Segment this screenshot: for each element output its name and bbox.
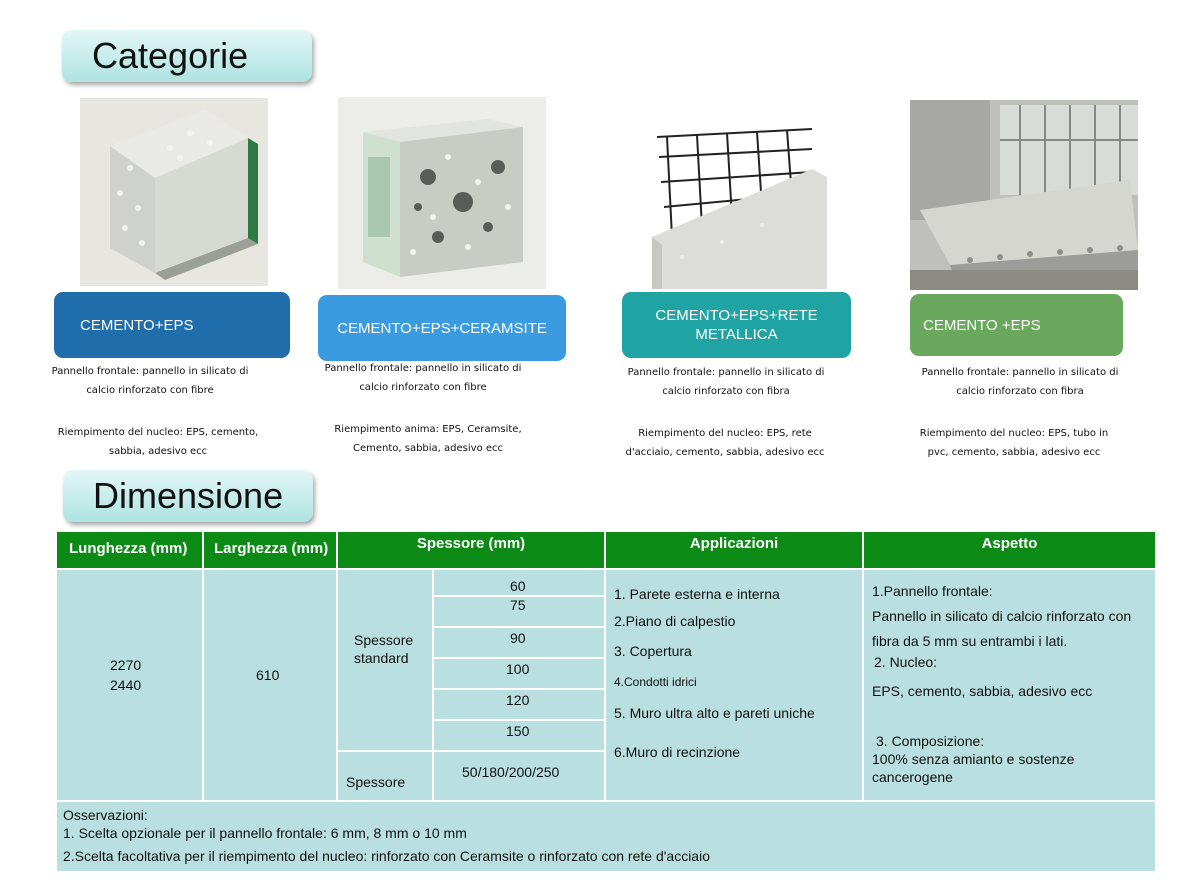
desc-line: sabbia, adesivo ecc bbox=[108, 446, 208, 457]
category-label-line: METALLICA bbox=[695, 326, 778, 343]
appearance-line: 3. Composizione: bbox=[876, 733, 985, 749]
appearance-line: fibra da 5 mm su entrambi i lati. bbox=[872, 633, 1068, 649]
desc-line: Pannello frontale: pannello in silicato di bbox=[51, 366, 249, 377]
application-item: 2.Piano di calpestio bbox=[614, 613, 736, 629]
appearance-line: Pannello in silicato di calcio rinforzato con bbox=[872, 608, 1132, 624]
desc-line: calcio rinforzato con fibra bbox=[662, 386, 790, 397]
desc-line: Riempimento del nucleo: EPS, rete bbox=[638, 428, 812, 439]
desc-line: Riempimento del nucleo: EPS, tubo in bbox=[919, 428, 1109, 439]
notes-line: 2.Scelta facoltativa per il riempimento del nucleo: rinforzato con Ceramsite o rinforzato con rete d'acciaio bbox=[63, 848, 710, 864]
thickness-row bbox=[434, 597, 604, 626]
desc-line: Riempimento del nucleo: EPS, cemento, bbox=[57, 427, 259, 438]
header-applications bbox=[606, 532, 862, 568]
notes-line: 1. Scelta opzionale per il pannello frontale: 6 mm, 8 mm o 10 mm bbox=[63, 825, 467, 841]
other-thickness-label-cell bbox=[338, 752, 432, 800]
thickness-row bbox=[434, 721, 604, 750]
desc-line: calcio rinforzato con fibre bbox=[359, 382, 487, 393]
category-4-core-desc bbox=[904, 424, 1124, 462]
other-thickness-value: 50/180/200/250 bbox=[462, 764, 560, 780]
standard-thickness-label-cell bbox=[338, 570, 432, 750]
desc-line: d'acciaio, cemento, sabbia, adesivo ecc bbox=[625, 447, 825, 458]
header-length bbox=[57, 532, 202, 568]
category-cemento-eps-label bbox=[54, 292, 290, 358]
header-width-text: Larghezza (mm) bbox=[214, 540, 329, 557]
standard-thickness-label: Spessore bbox=[354, 632, 414, 648]
thickness-value: 120 bbox=[506, 692, 530, 708]
application-item: 4.Condotti idrici bbox=[614, 675, 697, 689]
thickness-value: 100 bbox=[506, 661, 530, 677]
category-label-text: CEMENTO+EPS bbox=[80, 316, 194, 334]
cement-eps-panel-photo bbox=[80, 98, 268, 286]
other-thickness-value-cell bbox=[434, 752, 604, 800]
desc-line: Pannello frontale: pannello in silicato di bbox=[324, 363, 522, 374]
desc-line: Cemento, sabbia, adesivo ecc bbox=[352, 443, 504, 454]
desc-line: Pannello frontale: pannello in silicato di bbox=[921, 367, 1119, 378]
dimensions-title-text: Dimensione bbox=[93, 475, 284, 516]
category-cemento-eps-pvc-label bbox=[910, 294, 1123, 356]
notes-title: Osservazioni: bbox=[63, 807, 148, 823]
categories-section-title bbox=[62, 30, 312, 82]
wire-mesh-panel-photo bbox=[622, 127, 828, 289]
thickness-row bbox=[434, 659, 604, 688]
desc-line: Riempimento anima: EPS, Ceramsite, bbox=[334, 424, 522, 435]
header-appearance bbox=[864, 532, 1155, 568]
category-4-facing-desc bbox=[910, 363, 1130, 401]
notes-cell bbox=[57, 802, 1155, 871]
application-item: 1. Parete esterna e interna bbox=[614, 586, 780, 602]
width-value: 610 bbox=[256, 667, 280, 683]
category-1-facing-desc bbox=[40, 362, 260, 400]
categories-title-text: Categorie bbox=[92, 35, 249, 76]
header-thickness bbox=[338, 532, 604, 568]
dimensions-section-title bbox=[63, 470, 313, 522]
other-thickness-label: Spessore bbox=[346, 774, 406, 790]
thickness-row bbox=[434, 570, 604, 595]
appearance-line: 1.Pannello frontale: bbox=[872, 583, 993, 599]
length-value: 2440 bbox=[110, 677, 142, 693]
application-item: 3. Copertura bbox=[614, 643, 692, 659]
category-ceramsite-label bbox=[318, 295, 566, 361]
category-3-facing-desc bbox=[616, 363, 836, 401]
length-value: 2270 bbox=[110, 657, 142, 673]
application-item: 6.Muro di recinzione bbox=[614, 744, 741, 760]
application-item: 5. Muro ultra alto e pareti uniche bbox=[614, 705, 815, 721]
thickness-value: 90 bbox=[510, 630, 526, 646]
category-2-core-desc bbox=[318, 420, 538, 458]
category-3-core-desc bbox=[615, 424, 835, 462]
thickness-value: 75 bbox=[510, 597, 526, 613]
thickness-value: 150 bbox=[506, 723, 530, 739]
thickness-row bbox=[434, 690, 604, 719]
standard-thickness-label: standard bbox=[354, 650, 409, 666]
ceramsite-panel-photo bbox=[338, 97, 546, 289]
desc-line: Pannello frontale: pannello in silicato di bbox=[627, 367, 825, 378]
appearance-line: 2. Nucleo: bbox=[874, 654, 938, 670]
factory-panels-photo bbox=[910, 100, 1138, 290]
category-1-core-desc bbox=[48, 423, 268, 461]
category-rete-metallica-label bbox=[622, 292, 851, 358]
appearance-line: cancerogene bbox=[872, 769, 953, 785]
appearance-line: 100% senza amianto e sostenze bbox=[872, 751, 1075, 767]
category-label-text: CEMENTO +EPS bbox=[923, 316, 1041, 334]
header-width bbox=[204, 532, 336, 568]
category-label-text: CEMENTO+EPS+CERAMSITE bbox=[337, 319, 547, 337]
length-cell bbox=[57, 570, 202, 800]
thickness-value: 60 bbox=[510, 578, 526, 594]
desc-line: calcio rinforzato con fibra bbox=[956, 386, 1084, 397]
applications-cell bbox=[606, 570, 862, 800]
header-length-text: Lunghezza (mm) bbox=[69, 540, 188, 557]
appearance-cell bbox=[864, 570, 1155, 800]
thickness-row bbox=[434, 628, 604, 657]
desc-line: pvc, cemento, sabbia, adesivo ecc bbox=[927, 447, 1101, 458]
header-appearance-text: Aspetto bbox=[981, 535, 1038, 552]
desc-line: calcio rinforzato con fibre bbox=[86, 385, 214, 396]
width-cell bbox=[204, 570, 336, 800]
header-applications-text: Applicazioni bbox=[689, 535, 779, 552]
category-label-line: CEMENTO+EPS+RETE bbox=[655, 307, 818, 324]
header-thickness-text: Spessore (mm) bbox=[416, 535, 526, 552]
category-2-facing-desc bbox=[313, 359, 533, 397]
appearance-line: EPS, cemento, sabbia, adesivo ecc bbox=[872, 683, 1093, 699]
